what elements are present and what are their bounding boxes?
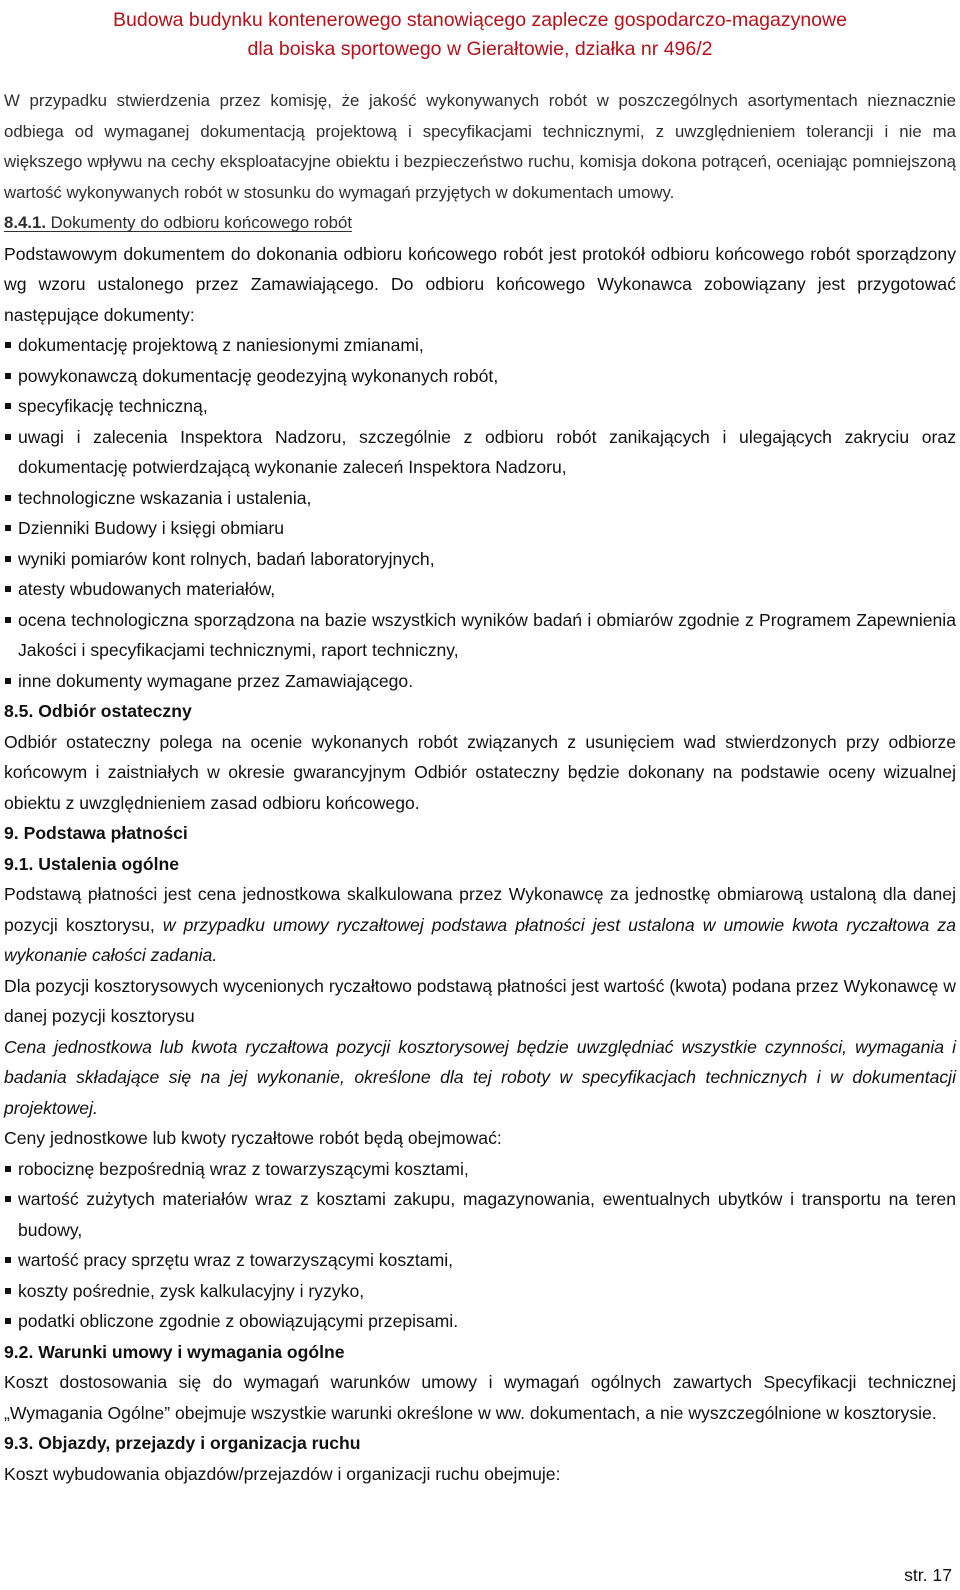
list-item: powykonawczą dokumentację geodezyjną wykonanych robót, — [4, 361, 956, 392]
list-item: Dzienniki Budowy i księgi obmiaru — [4, 513, 956, 544]
section-number: 9.1. — [4, 853, 34, 874]
list-item: uwagi i zalecenia Inspektora Nadzoru, szczególnie z odbioru robót zanikających i ulegających zakryciu oraz dokumentację potwierdzającą wykonanie zaleceń Inspektora Nadzoru, — [4, 422, 956, 483]
paragraph-text: Podstawą płatności jest cena jednostkowa skalkulowana przez Wykonawcę za jednostkę obmiarową ustaloną dla danej pozycji kosztorysu, — [4, 884, 956, 935]
list-item: wartość zużytych materiałów wraz z kosztami zakupu, magazynowania, ewentualnych ubytków i transportu na teren budowy, — [4, 1184, 956, 1245]
section-number: 9.2. — [4, 1341, 34, 1362]
section-9-1-paragraph-2: Dla pozycji kosztorysowych wycenionych ryczałtowo podstawą płatności jest wartość (kwota) podana przez Wykonawcę w danej pozycji kosztorysu — [4, 975, 956, 1026]
list-item: wyniki pomiarów kont rolnych, badań laboratoryjnych, — [4, 544, 956, 575]
header-line-2: dla boiska sportowego w Gierałtowie, działka nr 496/2 — [247, 38, 713, 60]
list-item: technologiczne wskazania i ustalenia, — [4, 483, 956, 514]
section-title: Odbiór ostateczny — [38, 701, 192, 721]
list-item: dokumentację projektową z naniesionymi zmianami, — [4, 330, 956, 361]
section-9-1-paragraph-4: Ceny jednostkowe lub kwoty ryczałtowe robót będą obejmować: — [4, 1128, 502, 1148]
price-components-list — [4, 1154, 956, 1337]
paragraph-italic-text: Cena jednostkowa lub kwota ryczałtowa pozycji kosztorysowej będzie uwzględniać wszystkie czynności, wymagania i badania składające się na jej wykonanie, określone dla tej roboty w specyfikacjach technicznych i w dokumentacji projektowej. — [4, 1036, 956, 1118]
section-title: Ustalenia ogólne — [38, 853, 180, 874]
header-line-1: Budowa budynku kontenerowego stanowiącego zaplecze gospodarczo-magazynowe — [113, 9, 847, 31]
list-item: inne dokumenty wymagane przez Zamawiającego. — [4, 666, 956, 697]
section-number: 8.5. — [4, 701, 34, 721]
list-item: koszty pośrednie, zysk kalkulacyjny i ryzyko, — [4, 1276, 956, 1307]
section-number: 9.3. — [4, 1433, 34, 1453]
list-item: robociznę bezpośrednią wraz z towarzyszącymi kosztami, — [4, 1154, 956, 1185]
documents-list — [4, 330, 956, 696]
section-number: 9. — [4, 823, 19, 843]
document-header — [0, 6, 960, 64]
section-title: Warunki umowy i wymagania ogólne — [38, 1341, 345, 1362]
paragraph-italic-text: w przypadku umowy ryczałtowej podstawa płatności jest ustalona w umowie kwota ryczałtowa za wykonanie całości zadania. — [4, 914, 956, 965]
section-8-5-heading — [4, 696, 956, 727]
section-number: 8.4.1. — [4, 213, 46, 232]
section-9-3-heading — [4, 1428, 956, 1459]
section-8-4-1-heading — [4, 208, 956, 239]
section-9-2-heading — [4, 1337, 956, 1368]
section-9-heading — [4, 818, 956, 849]
section-8-5-paragraph: Odbiór ostateczny polega na ocenie wykonanych robót związanych z usunięciem wad stwierdzonych przy odbiorze końcowym i zaistniałych w okresie gwarancyjnym Odbiór ostateczny będzie dokonany na podstawie oceny wizualnej obiektu z uwzględnieniem zasad odbioru końcowego. — [4, 731, 956, 813]
section-9-1-paragraph-1 — [4, 879, 956, 971]
section-9-1-heading — [4, 849, 956, 880]
list-item: ocena technologiczna sporządzona na bazie wszystkich wyników badań i obmiarów zgodnie z Programem Zapewnienia Jakości i specyfikacjami technicznymi, raport techniczny, — [4, 605, 956, 666]
section-9-3-paragraph: Koszt wybudowania objazdów/przejazdów i organizacji ruchu obejmuje: — [4, 1463, 561, 1484]
section-title: Podstawa płatności — [23, 823, 188, 843]
section-title: Objazdy, przejazdy i organizacja ruchu — [38, 1433, 361, 1453]
page-number: str. 17 — [904, 1565, 952, 1585]
section-title: Dokumenty do odbioru końcowego robót — [50, 213, 352, 232]
list-item: specyfikację techniczną, — [4, 391, 956, 422]
intro-paragraph: W przypadku stwierdzenia przez komisję, że jakość wykonywanych robót w poszczególnych asortymentach nieznacznie odbiega od wymaganej dokumentacją projektową i specyfikacjami technicznymi, z uwzględnieniem tolerancji i nie ma większego wpływu na cechy eksploatacyjne obiektu i bezpieczeństwo ruchu, komisja dokona potrąceń, oceniając pomniejszoną wartość wykonywanych robót w stosunku do wymagań przyjętych w dokumentach umowy. — [4, 91, 956, 202]
section-8-4-1-paragraph: Podstawowym dokumentem do dokonania odbioru końcowego robót jest protokół odbioru końcowego robót sporządzony wg wzoru ustalonego przez Zamawiającego. Do odbioru końcowego Wykonawca zobowiązany jest przygotować następujące dokumenty: — [4, 243, 956, 325]
document-body — [4, 86, 956, 1489]
list-item: podatki obliczone zgodnie z obowiązującymi przepisami. — [4, 1306, 956, 1337]
list-item: wartość pracy sprzętu wraz z towarzyszącymi kosztami, — [4, 1245, 956, 1276]
list-item: atesty wbudowanych materiałów, — [4, 574, 956, 605]
section-9-2-paragraph: Koszt dostosowania się do wymagań warunków umowy i wymagań ogólnych zawartych Specyfikacji technicznej „Wymagania Ogólne” obejmuje wszystkie warunki określone w ww. dokumentach, a nie wyszczególnione w kosztorysie. — [4, 1372, 956, 1423]
section-9-1-paragraph-3 — [4, 1032, 956, 1124]
